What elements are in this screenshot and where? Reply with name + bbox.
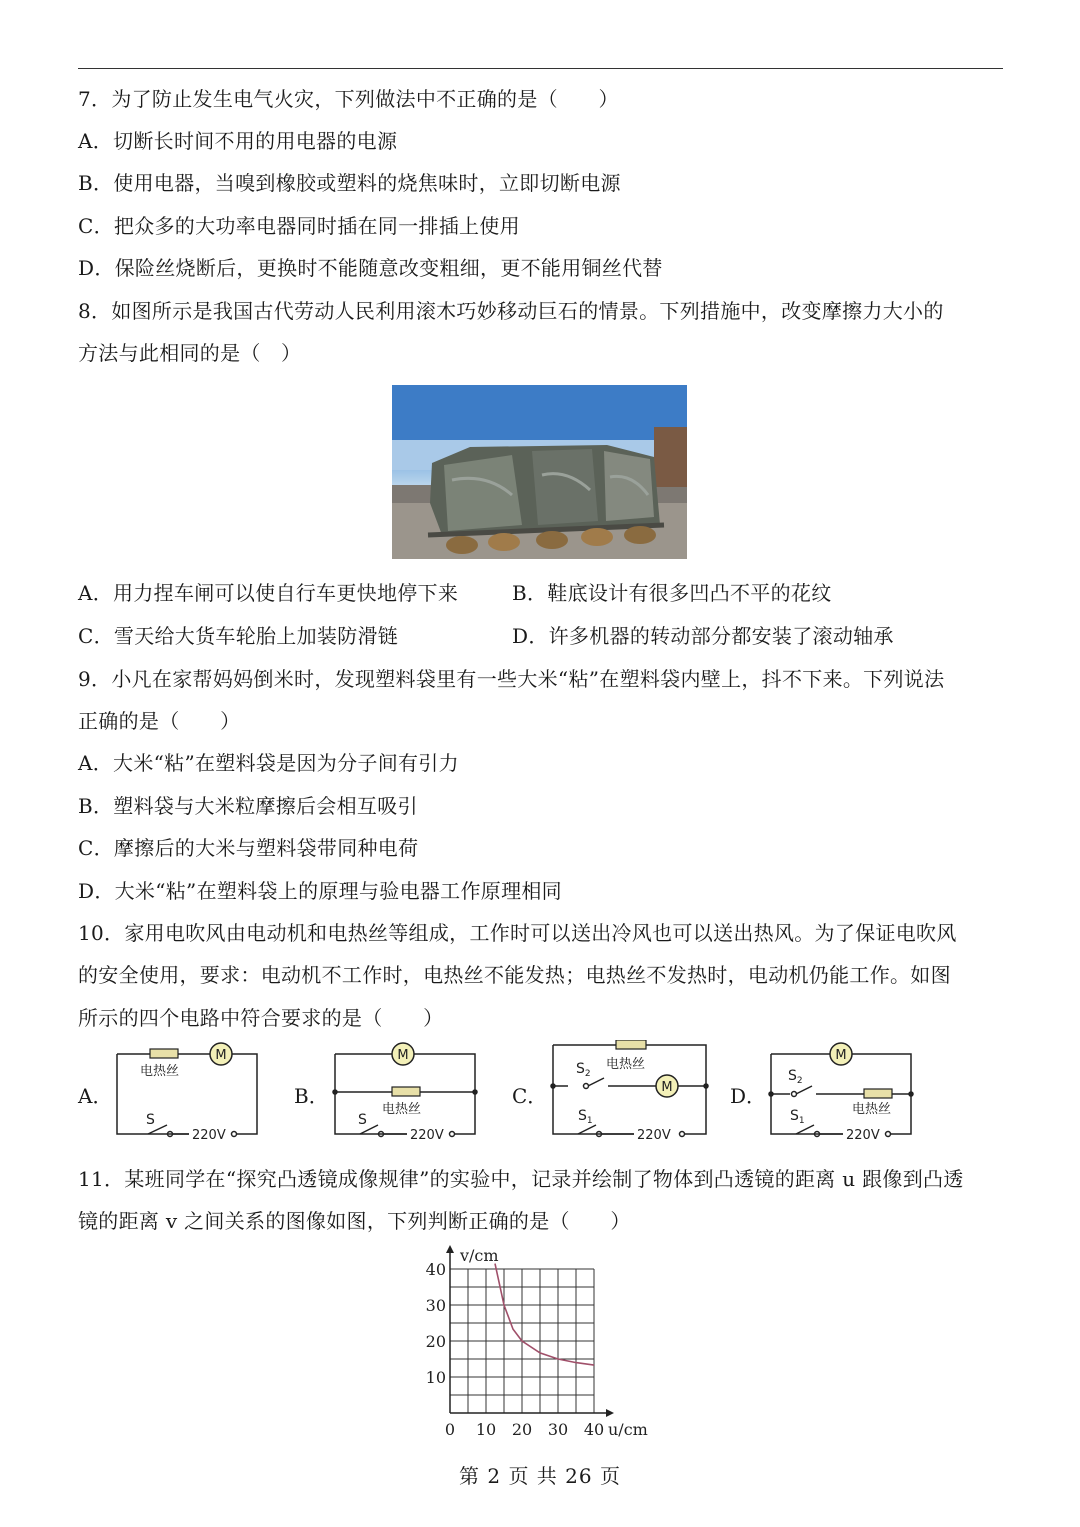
q10-stem-line3: 所示的四个电路中符合要求的是（ ） [78, 1006, 444, 1030]
q10-stem-line1: 10．家用电吹风由电动机和电热丝等组成，工作时可以送出冷风也可以送出热风。为了保证电吹风 [78, 921, 957, 945]
q7-option-a: A．切断长时间不用的用电器的电源 [78, 129, 398, 153]
svg-text:电热丝: 电热丝 [852, 1102, 892, 1117]
svg-text:M: M [661, 1080, 673, 1095]
q7-stem: 7．为了防止发生电气火灾，下列做法中不正确的是（ ） [78, 87, 619, 111]
circuit-a [112, 1040, 262, 1144]
heater-resistor-icon [616, 1040, 646, 1049]
x-tick-40: 40 [583, 1420, 605, 1439]
circuit-b-label: B． [294, 1084, 329, 1108]
lens-distance-graph [410, 1245, 670, 1449]
q9-option-b: B．塑料袋与大米粒摩擦后会相互吸引 [78, 794, 418, 818]
svg-text:220V: 220V [846, 1128, 880, 1140]
header-rule [78, 68, 1003, 69]
circuit-c-label: C． [512, 1084, 548, 1108]
x-axis-label: u/cm [608, 1420, 648, 1439]
svg-text:M: M [215, 1048, 227, 1063]
svg-text:M: M [835, 1048, 847, 1063]
svg-text:S: S [358, 1112, 367, 1128]
q11-stem-line1: 11．某班同学在“探究凸透镜成像规律”的实验中，记录并绘制了物体到凸透镜的距离 u 跟像到凸透 [78, 1167, 964, 1191]
svg-text:220V: 220V [637, 1128, 671, 1140]
u-v-curve [495, 1264, 594, 1366]
q9-option-a: A．大米“粘”在塑料袋是因为分子间有引力 [78, 751, 459, 775]
svg-text:S1: $S_1$ [790, 1108, 805, 1126]
q9-stem-line1: 9．小凡在家帮妈妈倒米时，发现塑料袋里有一些大米“粘”在塑料袋内壁上，抖不下来。下列说法 [78, 667, 945, 691]
svg-text:S2: $S_2$ [576, 1061, 591, 1079]
q8-option-a: A．用力捏车闸可以使自行车更快地停下来 [78, 581, 459, 605]
page-footer: 第 2 页 共 26 页 [459, 1464, 621, 1488]
q8-stem-line1: 8．如图所示是我国古代劳动人民利用滚木巧妙移动巨石的情景。下列措施中，改变摩擦力大小的 [78, 299, 944, 323]
q9-stem-line2: 正确的是（ ） [78, 709, 241, 733]
circuit-c [548, 1040, 710, 1144]
q8-option-d: D．许多机器的转动部分都安装了滚动轴承 [512, 624, 894, 648]
circuit-b [330, 1040, 480, 1144]
svg-text:S1: $S_1$ [578, 1108, 593, 1126]
q10-stem-line2: 的安全使用，要求：电动机不工作时，电热丝不能发热；电热丝不发热时，电动机仍能工作。如图 [78, 963, 951, 987]
rolling-logs-stone-photo [392, 385, 687, 559]
svg-text:电热丝: 电热丝 [382, 1102, 422, 1117]
q11-stem-line2: 镜的距离 v 之间关系的图像如图，下列判断正确的是（ ） [78, 1209, 631, 1233]
svg-text:220V: 220V [410, 1128, 444, 1140]
svg-text:S2: $S_2$ [788, 1068, 803, 1086]
svg-text:电热丝: 电热丝 [606, 1057, 646, 1072]
y-tick-30: 30 [425, 1296, 446, 1315]
heater-resistor-icon [150, 1049, 178, 1058]
circuit-a-label: A． [78, 1084, 113, 1108]
x-tick-0: 0 [444, 1420, 456, 1439]
q7-option-c: C．把众多的大功率电器同时插在同一排插上使用 [78, 214, 520, 238]
svg-text:220V: 220V [192, 1128, 226, 1140]
y-tick-10: 10 [425, 1368, 446, 1387]
svg-text:电热丝: 电热丝 [140, 1064, 180, 1079]
y-tick-40: 40 [425, 1260, 446, 1279]
q8-option-c: C．雪天给大货车轮胎上加装防滑链 [78, 624, 399, 648]
heater-resistor-icon [392, 1087, 420, 1096]
heater-resistor-icon [864, 1089, 892, 1098]
y-axis-label: v/cm [460, 1246, 499, 1265]
q7-option-b: B．使用电器，当嗅到橡胶或塑料的烧焦味时，立即切断电源 [78, 171, 621, 195]
q9-option-d: D．大米“粘”在塑料袋上的原理与验电器工作原理相同 [78, 879, 562, 903]
x-tick-10: 10 [475, 1420, 497, 1439]
circuit-d-label: D． [730, 1084, 767, 1108]
svg-text:S: S [146, 1112, 155, 1128]
svg-text:M: M [397, 1048, 409, 1063]
q9-option-c: C．摩擦后的大米与塑料袋带同种电荷 [78, 836, 419, 860]
x-tick-20: 20 [511, 1420, 533, 1439]
circuit-d [766, 1040, 916, 1144]
q8-option-b: B．鞋底设计有很多凹凸不平的花纹 [512, 581, 832, 605]
x-axis-arrow [606, 1409, 614, 1417]
y-axis-arrow [446, 1245, 454, 1253]
q8-stem-line2: 方法与此相同的是（ ） [78, 341, 302, 365]
y-tick-20: 20 [425, 1332, 446, 1351]
q7-option-d: D．保险丝烧断后，更换时不能随意改变粗细，更不能用铜丝代替 [78, 256, 663, 280]
x-tick-30: 30 [547, 1420, 569, 1439]
